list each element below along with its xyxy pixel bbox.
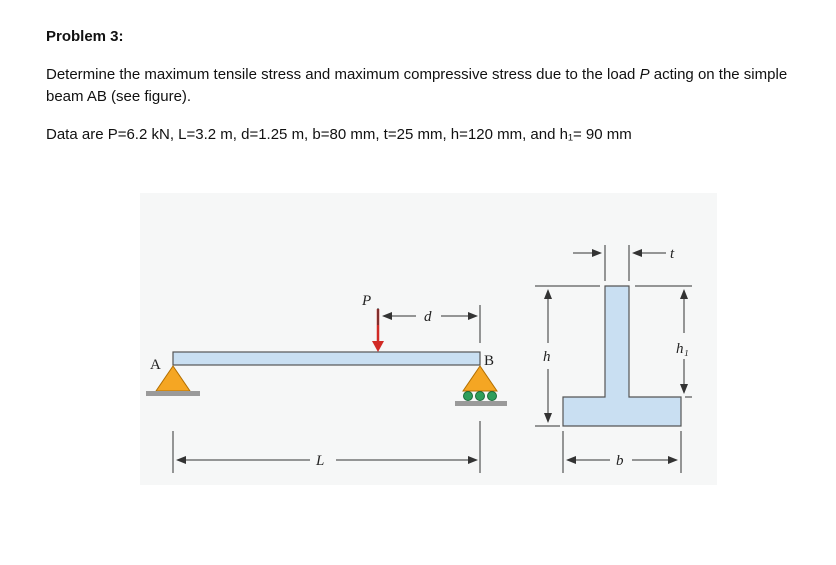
given-data: Data are P=6.2 kN, L=3.2 m, d=1.25 m, b=80 mm, t=25 mm, h=120 mm, and h₁= 90 mm (46, 126, 632, 143)
problem-title: Problem 3: (46, 28, 124, 45)
label-b: B (484, 353, 495, 369)
label-h: h (543, 349, 551, 365)
statement-text-2: acting on the simple beam AB (see figure). (46, 66, 788, 105)
label-b-dim: b (616, 453, 624, 469)
beam-ab (173, 352, 480, 365)
label-t: t (670, 246, 675, 262)
statement-load-symbol: P (639, 66, 650, 83)
label-d: d (424, 309, 432, 325)
statement-text-1: Determine the maximum tensile stress and maximum compressive stress due to the load (46, 66, 640, 83)
label-h1: h₁ (676, 341, 689, 357)
label-p: P (362, 293, 372, 309)
beam-figure (140, 193, 717, 485)
figure-background (140, 193, 717, 485)
label-a: A (150, 357, 161, 373)
label-l: L (316, 453, 325, 469)
problem-statement (46, 64, 816, 108)
